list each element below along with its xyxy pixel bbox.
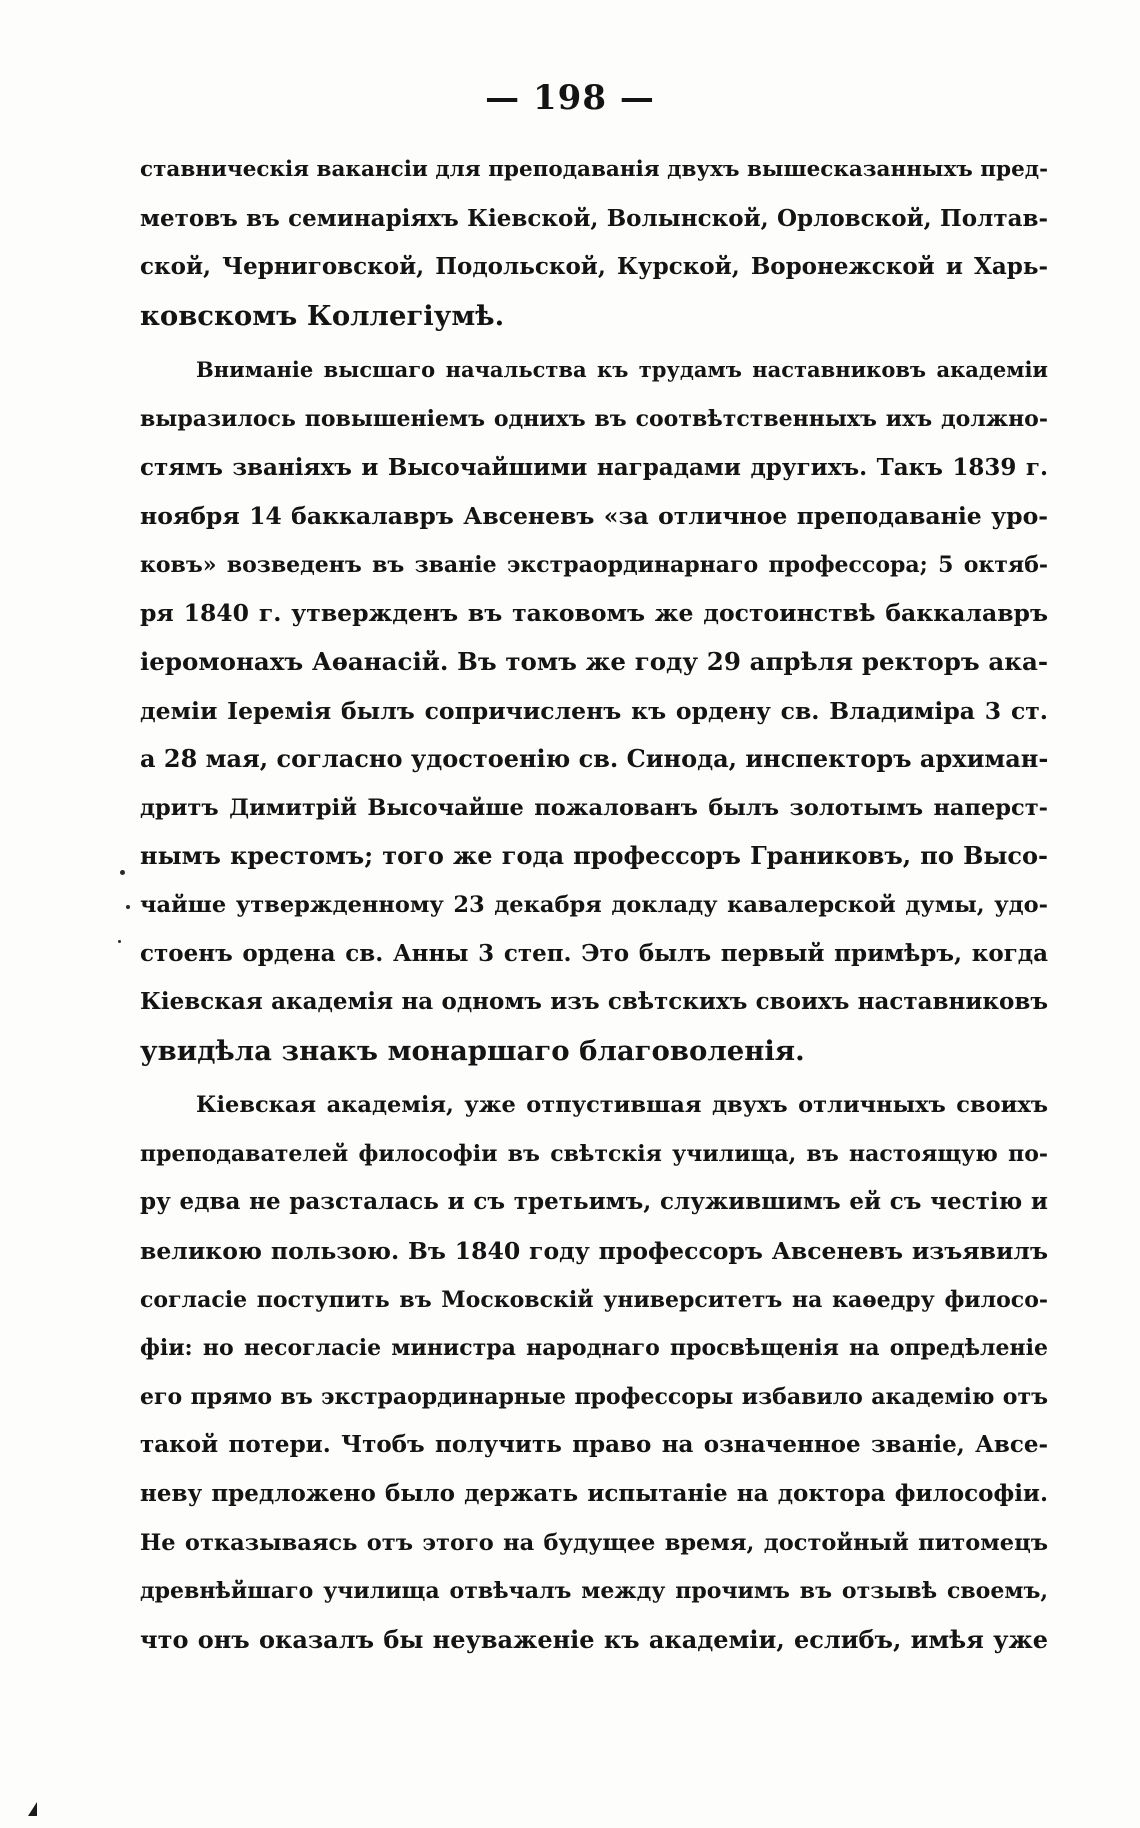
ink-speck — [118, 940, 121, 943]
text-line: метовъ въ семинаріяхъ Кіевской, Волынской, Орловской, Полтав- — [140, 204, 1048, 232]
text-line: согласіе поступить въ Московскій университетъ на каѳедру филосо- — [140, 1286, 1048, 1313]
paragraph-1 — [140, 146, 1048, 340]
text-line: іеромонахъ Аѳанасій. Въ томъ же году 29 апрѣля ректоръ ака- — [140, 646, 1048, 676]
text-line: неву предложено было держать испытаніе на доктора философіи. — [140, 1480, 1048, 1508]
text-line: увидѣла знакъ монаршаго благоволенія. — [140, 1034, 805, 1067]
text-line: ской, Черниговской, Подольской, Курской, Воронежской и Харь- — [140, 253, 1048, 281]
text-line: ря 1840 г. утвержденъ въ таковомъ же достоинствѣ баккалавръ — [140, 599, 1048, 628]
text-line: Кіевская академія, уже отпустившая двухъ отличныхъ своихъ — [196, 1092, 1048, 1119]
text-line: стямъ званіяхъ и Высочайшими наградами другихъ. Такъ 1839 г. — [140, 453, 1048, 481]
text-line: выразилось повышеніемъ однихъ въ соотвѣтственныхъ ихъ должно- — [140, 405, 1048, 432]
text-line: преподавателей философіи въ свѣтскія училища, въ настоящую по- — [140, 1140, 1048, 1167]
text-line: ноября 14 баккалавръ Авсеневъ «за отличное преподаваніе уро- — [140, 502, 1048, 531]
text-line: Кіевская академія на одномъ изъ свѣтскихъ своихъ наставниковъ — [140, 988, 1048, 1016]
text-line: ковскомъ Коллегіумѣ. — [140, 299, 505, 332]
text-line: Вниманіе высшаго начальства къ трудамъ наставниковъ академіи — [196, 357, 1048, 383]
text-line: ру едва не разсталась и съ третьимъ, служившимъ ей съ честію и — [140, 1188, 1048, 1216]
text-body — [140, 146, 1048, 1664]
text-line: древнѣйшаго училища отвѣчалъ между прочимъ въ отзывѣ своемъ, — [140, 1578, 1048, 1605]
text-line: нымъ крестомъ; того же года профессоръ Граниковъ, по Высо- — [140, 841, 1048, 871]
ink-speck — [126, 905, 130, 909]
text-line: его прямо въ экстраординарные профессоры избавило академію отъ — [140, 1383, 1048, 1410]
text-line: великою пользою. Въ 1840 году профессоръ Авсеневъ изъявилъ — [140, 1237, 1048, 1266]
ink-speck — [120, 870, 125, 875]
text-line: стоенъ ордена св. Анны 3 степ. Это былъ первый примѣръ, когда — [140, 939, 1048, 967]
text-line: чайше утвержденному 23 декабря докладу кавалерской думы, удо- — [140, 891, 1048, 918]
text-line: фіи: но несогласіе министра народнаго просвѣщенія на опредѣленіе — [140, 1335, 1048, 1362]
text-line: Не отказываясь отъ этого на будущее время, достойный питомецъ — [140, 1529, 1048, 1556]
text-line: такой потери. Чтобъ получить право на означенное званіе, Авсе- — [140, 1431, 1048, 1459]
text-line: ковъ» возведенъ въ званіе экстраординарнаго профессора; 5 октяб- — [140, 551, 1048, 578]
text-line: деміи Іеремія былъ сопричисленъ къ ордену св. Владиміра 3 ст. — [140, 696, 1048, 725]
text-line: что онъ оказалъ бы неуваженіе къ академіи, еслибъ, имѣя уже — [140, 1624, 1048, 1654]
corner-ink-mark — [28, 1802, 37, 1816]
paragraph-3 — [140, 1081, 1048, 1664]
page-number: — 198 — — [485, 78, 655, 118]
text-line: дритъ Димитрій Высочайше пожалованъ былъ золотымъ наперст- — [140, 794, 1048, 821]
paragraph-2 — [140, 346, 1048, 1075]
text-line: ставническія вакансіи для преподаванія двухъ вышесказанныхъ пред- — [140, 157, 1048, 182]
text-line: а 28 мая, согласно удостоенію св. Синода, инспекторъ архиман- — [140, 744, 1048, 774]
